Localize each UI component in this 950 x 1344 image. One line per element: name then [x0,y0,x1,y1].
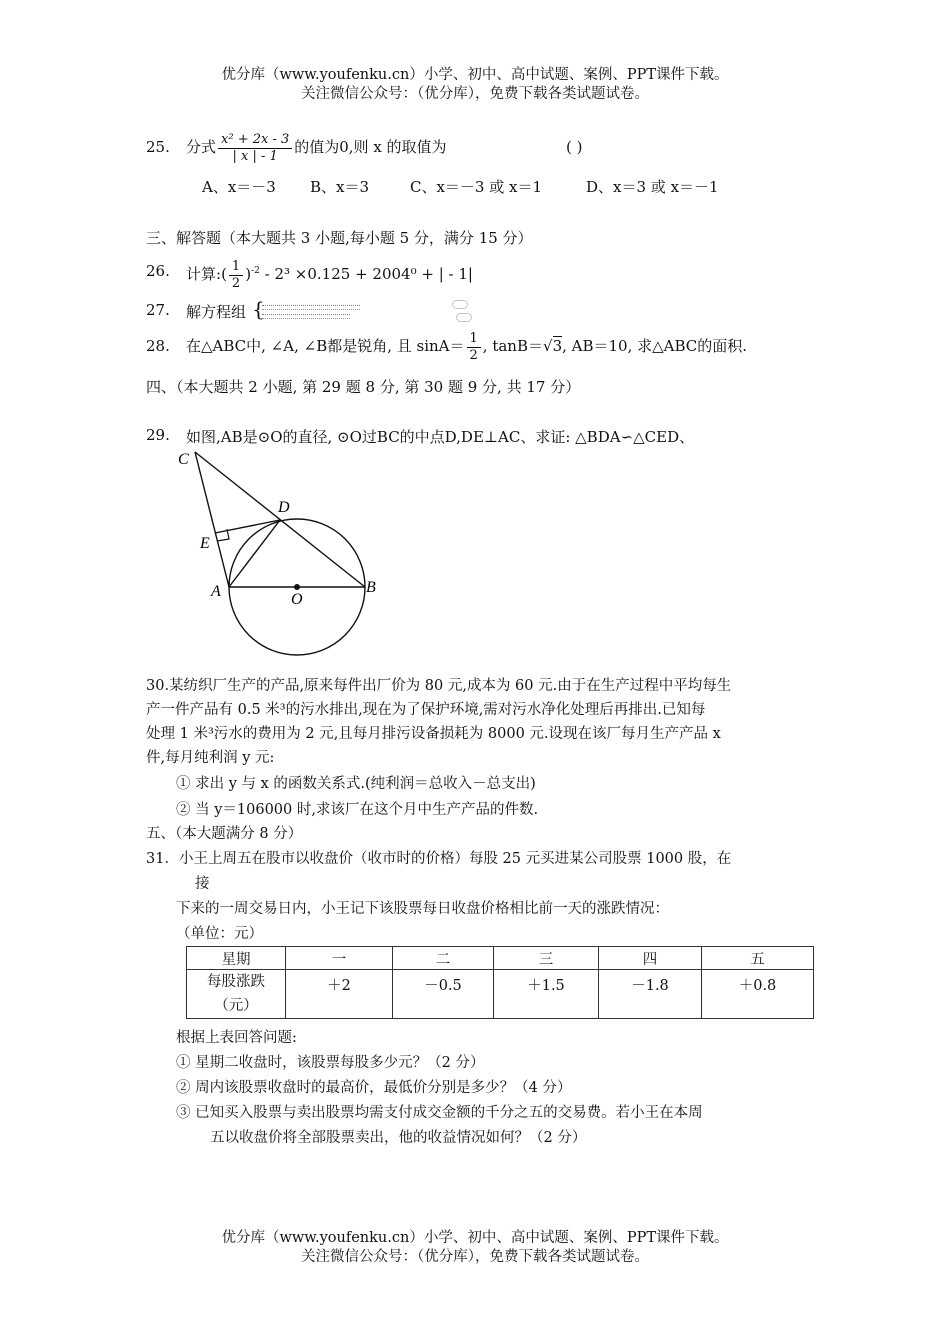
q31-line-1: 31．小王上周五在股市以收盘价（收市时的价格）每股 25 元买进某公司股票 1000 股，在 [146,851,732,867]
section4-title: 四、（本大题共 2 小题, 第 29 题 8 分, 第 30 题 9 分, 共 17 分） [146,378,581,396]
q30-sub-2: ② 当 y＝106000 时,求该厂在这个月中生产产品的件数. [176,802,539,818]
q25-number: 25. [146,138,170,156]
table-cell: ＋2 [286,970,393,1019]
q30-line-3: 处理 1 米³污水的费用为 2 元,且每月排污设备损耗为 8000 元.设现在该厂每月生产产品 x [146,726,721,742]
q26-fraction [229,259,243,292]
q25-line [186,128,447,166]
circled-two-icon [456,313,472,322]
segment-ca [195,452,229,587]
q26-frac-den: 2 [231,275,241,291]
table-header-cell: 一 [286,947,393,970]
row-label-line-1: 每股涨跌 [207,974,265,990]
q30-line-4: 件,每月纯利润 y 元: [146,750,275,766]
q29-text: 如图,AB是⊙O的直径, ⊙O过BC的中点D,DE⊥AC、求证: △BDA∽△CED、 [186,428,695,446]
q25-denominator: | x | - 1 [232,148,278,164]
table-row [187,970,814,1019]
q25-prefix: 分式 [186,138,217,156]
footer-line-2: 关注微信公众号：（优分库），免费下载各类试题试卷。 [301,1249,649,1265]
equation-line-1 [262,305,360,310]
q26-prefix: 计算: [186,265,222,283]
q27-number: 27. [146,301,170,319]
label-e: E [200,535,210,552]
q31-sub-3b: 五以收盘价将全部股票卖出，他的收益情况如何？（2 分） [210,1130,587,1146]
q30-line-1: 30.某纺织厂生产的产品,原来每件出厂价为 80 元,成本为 60 元.由于在生产过程中平均每生 [146,678,732,694]
table-cell: －0.5 [393,970,494,1019]
q27-text: 解方程组 [186,303,247,321]
section3-title: 三、解答题（本大题共 3 小题,每小题 5 分，满分 15 分） [146,229,533,247]
q28-number: 28. [146,337,170,355]
stock-change-table [186,946,814,1019]
q25-numerator: x² + 2x - 3 [218,132,292,149]
label-c: C [178,451,189,468]
circled-one-icon [452,300,468,309]
q25-suffix: 的值为0,则 x 的取值为 [294,138,447,156]
q31-line-2: 下来的一周交易日内，小王记下该股票每日收盘价格相比前一天的涨跌情况： [176,901,669,917]
table-header-cell: 四 [599,947,702,970]
table-header-cell: 星期 [187,947,286,970]
q31-sub-1: ① 星期二收盘时，该股票每股多少元？（2 分） [176,1055,485,1071]
q26-number: 26. [146,262,170,280]
q31-sub-2: ② 周内该股票收盘时的最高价，最低价分别是多少？（4 分） [176,1080,572,1096]
center-dot [294,584,300,590]
q31-sub-3a: ③ 已知买入股票与卖出股票均需支付成交金额的千分之五的交易费。若小王在本周 [176,1105,703,1121]
q28-line [186,327,747,365]
section5-title: 五、（本大题满分 8 分） [146,826,303,842]
q30-line-2: 产一件产品有 0.5 米³的污水排出,现在为了保护环境,需对污水净化处理后再排出.已知每 [146,702,706,718]
geometry-figure [160,444,400,684]
q26-frac-num: 1 [229,259,243,276]
table-header-cell: 三 [494,947,599,970]
left-brace-icon: { [252,297,265,321]
q25-paren: ( ) [566,138,583,156]
footer-line-1: 优分库（www.youfenku.cn）小学、初中、高中试题、案例、PPT课件下载。 [221,1230,729,1246]
q30-sub-1: ① 求出 y 与 x 的函数关系式.(纯利润＝总收入－总支出) [176,776,536,792]
segment-cb [195,452,365,587]
label-o: O [291,591,303,608]
row-label-line-2: （元） [214,998,258,1014]
table-header-cell: 二 [393,947,494,970]
table-cell: ＋0.8 [702,970,814,1019]
equation-line-2 [262,314,350,319]
sqrt-icon: √ [543,337,553,355]
segment-ad [229,520,280,587]
q31-line-1b: 接 [195,876,210,892]
table-header-cell: 五 [702,947,814,970]
q26-line: 计算:( $\frac{1}{2}$ )$^{-2}$ - 2³ ×0.125 + 2004⁰ + | - 1| [186,258,473,291]
q29-number: 29. [146,426,170,444]
segment-de [215,520,280,533]
q28-part2: , tanB＝ [482,337,543,355]
header-line-2: 关注微信公众号：（优分库），免费下载各类试题试卷。 [301,86,649,102]
q28-part1: 在△ABC中, ∠A, ∠B都是锐角, 且 sinA＝ [186,337,465,355]
q25-option-d: D、x＝3 或 x＝－1 [586,178,719,196]
q28-frac-den: 2 [469,347,478,363]
label-a: A [211,583,221,600]
q31-prompt: 根据上表回答问题: [176,1030,297,1046]
q28-frac-num: 1 [467,331,481,348]
q25-option-c: C、x＝－3 或 x＝1 [410,178,543,196]
q28-fraction [467,331,481,364]
label-b: B [366,579,376,596]
q31-unit: （单位：元） [176,926,263,942]
q28-sqrt: 3 [552,337,563,355]
q25-option-b: B、x＝3 [310,178,370,196]
q26-rest: - 2³ ×0.125 + 2004⁰ + | - 1| [264,265,473,283]
table-cell: ＋1.5 [494,970,599,1019]
table-cell: －1.8 [599,970,702,1019]
q27-equation-system [252,299,372,323]
header-line-1: 优分库（www.youfenku.cn）小学、初中、高中试题、案例、PPT课件下载。 [221,67,729,83]
q28-part3: , AB＝10, 求△ABC的面积. [562,337,748,355]
table-row-label [187,970,286,1019]
label-d: D [278,499,290,516]
q25-option-a: A、x＝－3 [202,178,276,196]
q25-fraction [218,132,292,165]
table-header-row [187,947,814,970]
